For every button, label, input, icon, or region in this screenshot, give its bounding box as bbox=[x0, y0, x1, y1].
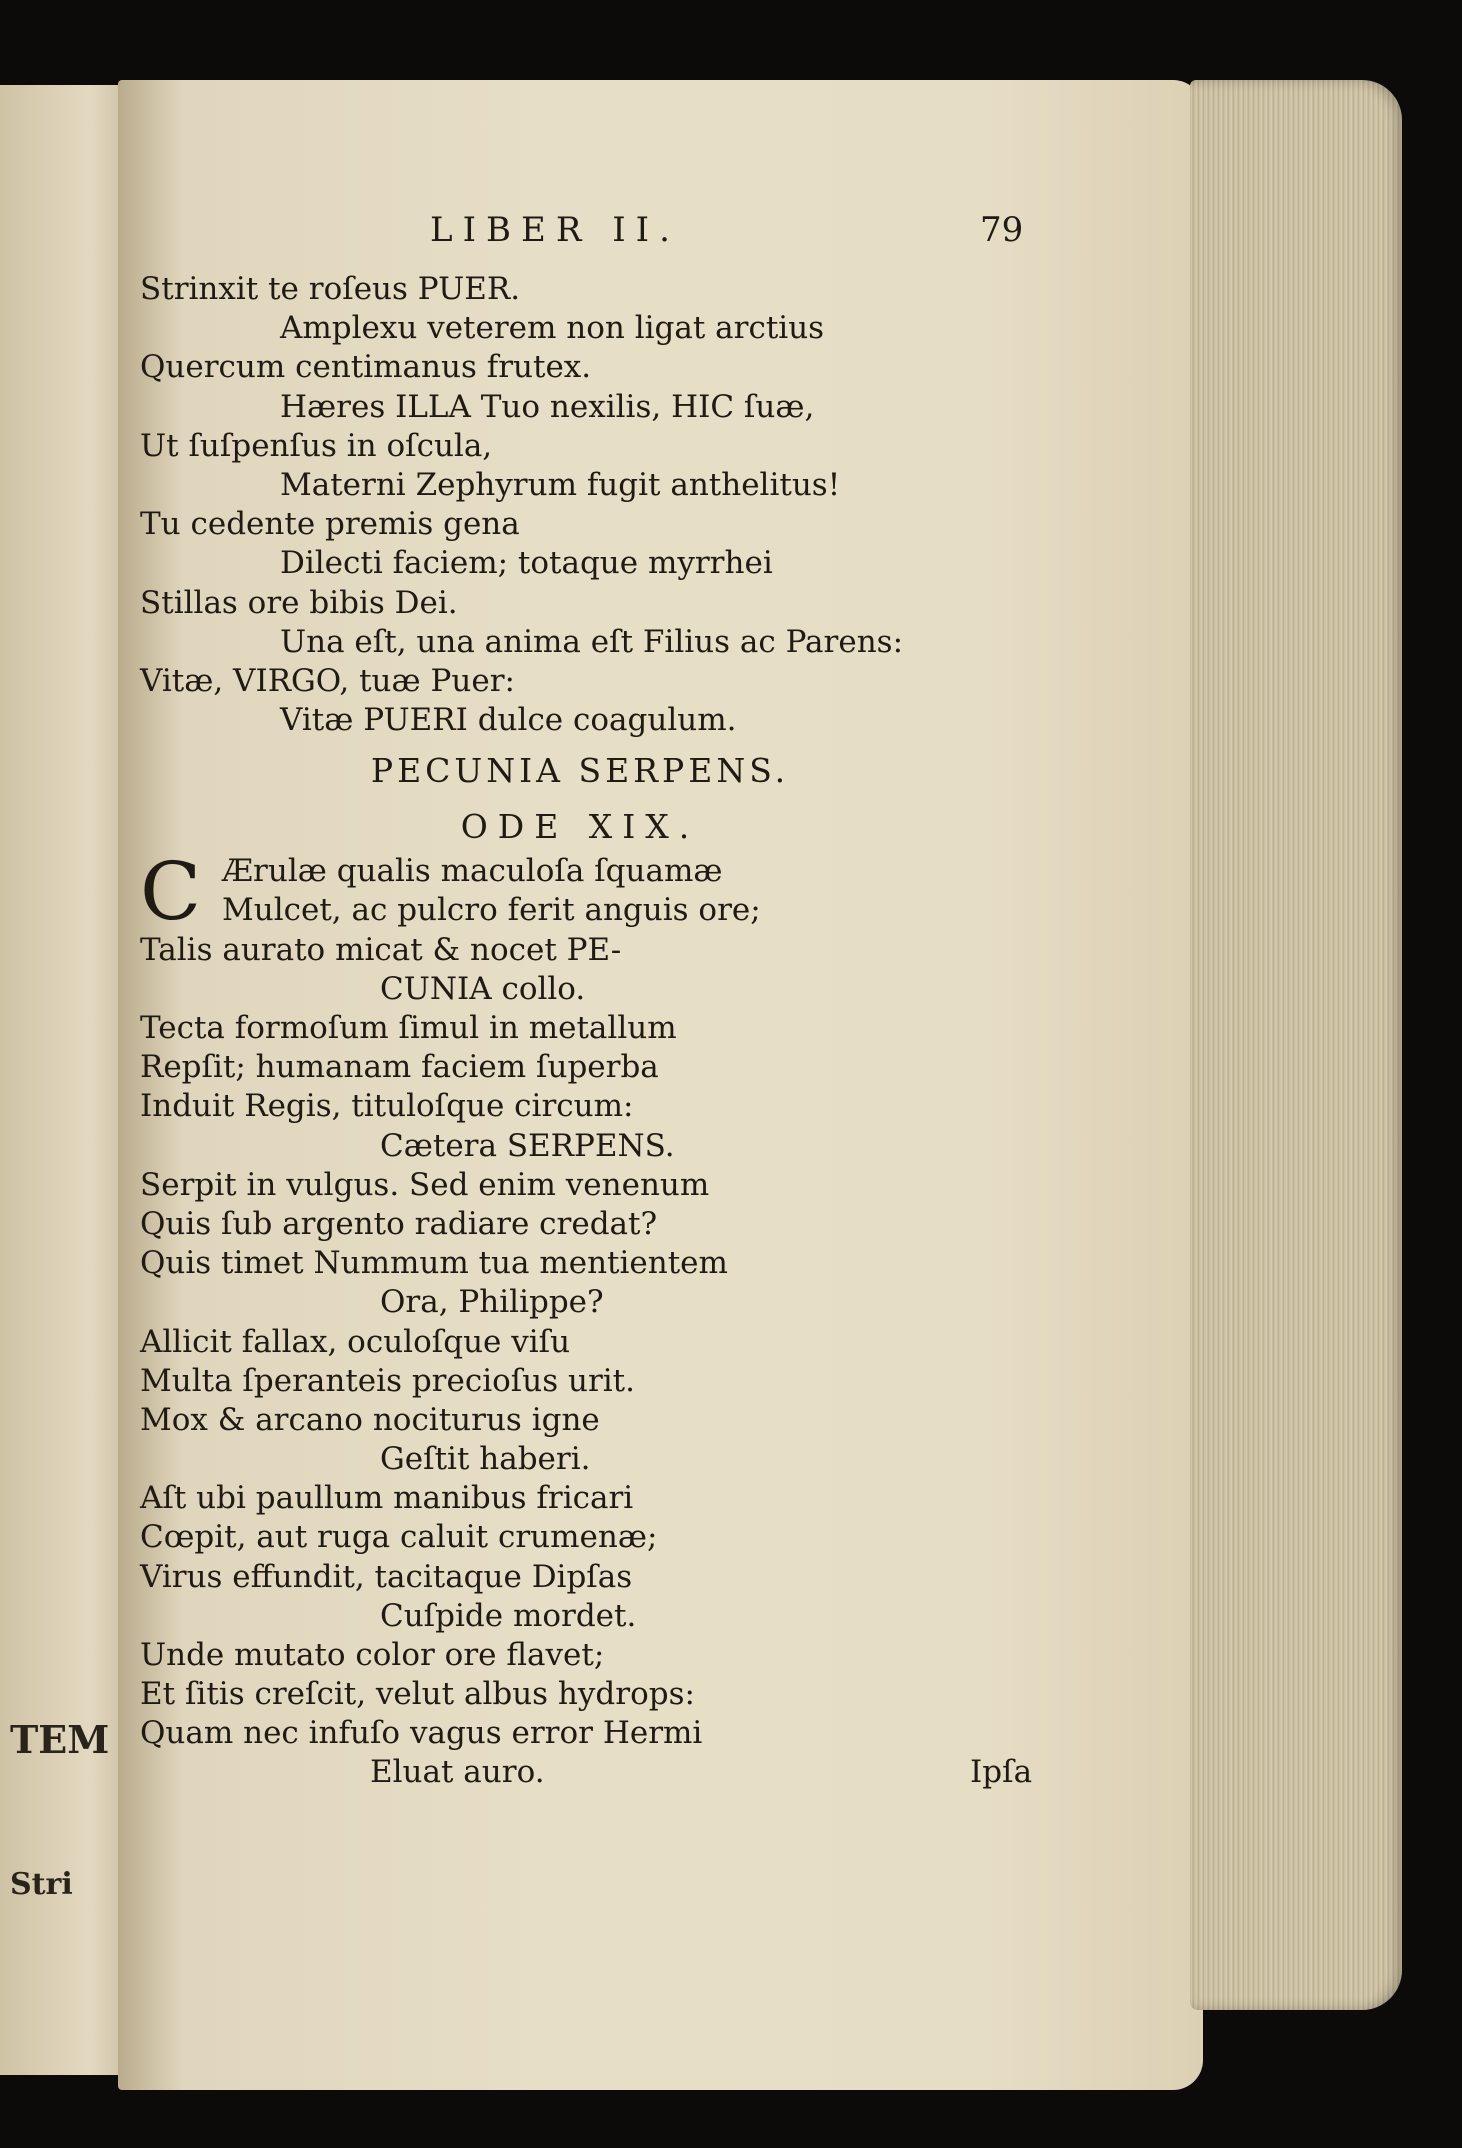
ode-line: Mulcet, ac pulcro ferit anguis ore; bbox=[222, 892, 761, 929]
verse-line: Quercum centimanus frutex. bbox=[140, 349, 592, 386]
poem-strophes bbox=[140, 270, 1140, 740]
verse-line: Dilecti faciem; totaque myrrhei bbox=[280, 545, 773, 582]
verse-line: Virus effundit, tacitaque Dipſas bbox=[140, 1558, 633, 1595]
ode-line: Eluat auro. bbox=[370, 1753, 545, 1790]
verse-line: Mox & arcano nociturus igne bbox=[140, 1401, 600, 1438]
page-number: 79 bbox=[980, 210, 1024, 250]
drop-cap: C bbox=[140, 845, 202, 939]
running-title: LIBER II. bbox=[430, 210, 680, 250]
verse-line: Ut ſuſpenſus in oſcula, bbox=[140, 427, 493, 464]
catchword: Ipſa bbox=[970, 1753, 1033, 1790]
running-header bbox=[140, 210, 1140, 270]
left-page-fragment: Stri bbox=[10, 1867, 73, 1902]
verse-line: Hæres ILLA Tuo nexilis, HIC ſuæ, bbox=[280, 388, 815, 425]
verse-line: Materni Zephyrum fugit anthelitus! bbox=[280, 466, 841, 503]
ode-title: ODE XIX. bbox=[460, 807, 700, 847]
verse-line: Vitæ, VIRGO, tuæ Puer: bbox=[140, 662, 515, 699]
verse-line: Cætera SERPENS. bbox=[380, 1127, 675, 1164]
verse-line: Allicit fallax, oculoſque viſu bbox=[140, 1323, 571, 1360]
verse-line: Induit Regis, tituloſque circum: bbox=[140, 1088, 634, 1125]
verse-line: Quis ſub argento radiare credat? bbox=[140, 1205, 658, 1242]
verse-line: Aſt ubi paullum manibus fricari bbox=[140, 1480, 634, 1517]
book-fore-edge bbox=[1190, 80, 1402, 2010]
verse-line: Geſtit haberi. bbox=[380, 1441, 591, 1478]
page-text bbox=[140, 210, 1140, 1794]
verse-line: Cœpit, aut ruga caluit crumenæ; bbox=[140, 1519, 658, 1556]
ode-line: Ærulæ qualis maculoſa ſquamæ bbox=[222, 853, 723, 890]
verse-line: Vitæ PUERI dulce coagulum. bbox=[280, 702, 737, 739]
verse-line: Quam nec infuſo vagus error Hermi bbox=[140, 1715, 703, 1752]
verse-line: Talis aurato micat & nocet PE- bbox=[140, 931, 622, 968]
verse-line: Multa ſperanteis precioſus urit. bbox=[140, 1362, 635, 1399]
ode-stanzas bbox=[140, 931, 1140, 1754]
verse-line: Tecta formoſum ſimul in metallum bbox=[140, 1010, 677, 1046]
last-line-row bbox=[140, 1754, 1140, 1794]
section-title: PECUNIA SERPENS. bbox=[370, 751, 790, 791]
verse-line: Unde mutato color ore flavet; bbox=[140, 1637, 605, 1673]
verse-line: Tu cedente premis gena bbox=[140, 506, 520, 543]
verse-line: Cuſpide mordet. bbox=[380, 1597, 637, 1634]
verse-line: Repſit; humanam faciem ſuperba bbox=[140, 1049, 659, 1086]
ode-opening bbox=[140, 845, 1140, 939]
verse-line: Strinxit te roſeus PUER. bbox=[140, 271, 521, 307]
verse-line: Ora, Philippe? bbox=[380, 1284, 604, 1321]
verse-line: Et ſitis creſcit, velut albus hydrops: bbox=[140, 1676, 695, 1713]
verse-line: CUNIA collo. bbox=[380, 970, 586, 1007]
verse-line: Stillas ore bibis Dei. bbox=[140, 584, 458, 621]
verse-line: Serpit in vulgus. Sed enim venenum bbox=[140, 1166, 710, 1203]
verse-line: Quis timet Nummum tua mentientem bbox=[140, 1245, 728, 1282]
verse-line: Una eſt, una anima eſt Filius ac Parens: bbox=[280, 623, 904, 660]
verse-line: Amplexu veterem non ligat arctius bbox=[280, 310, 825, 347]
left-page-fragment: TEM bbox=[10, 1717, 110, 1762]
